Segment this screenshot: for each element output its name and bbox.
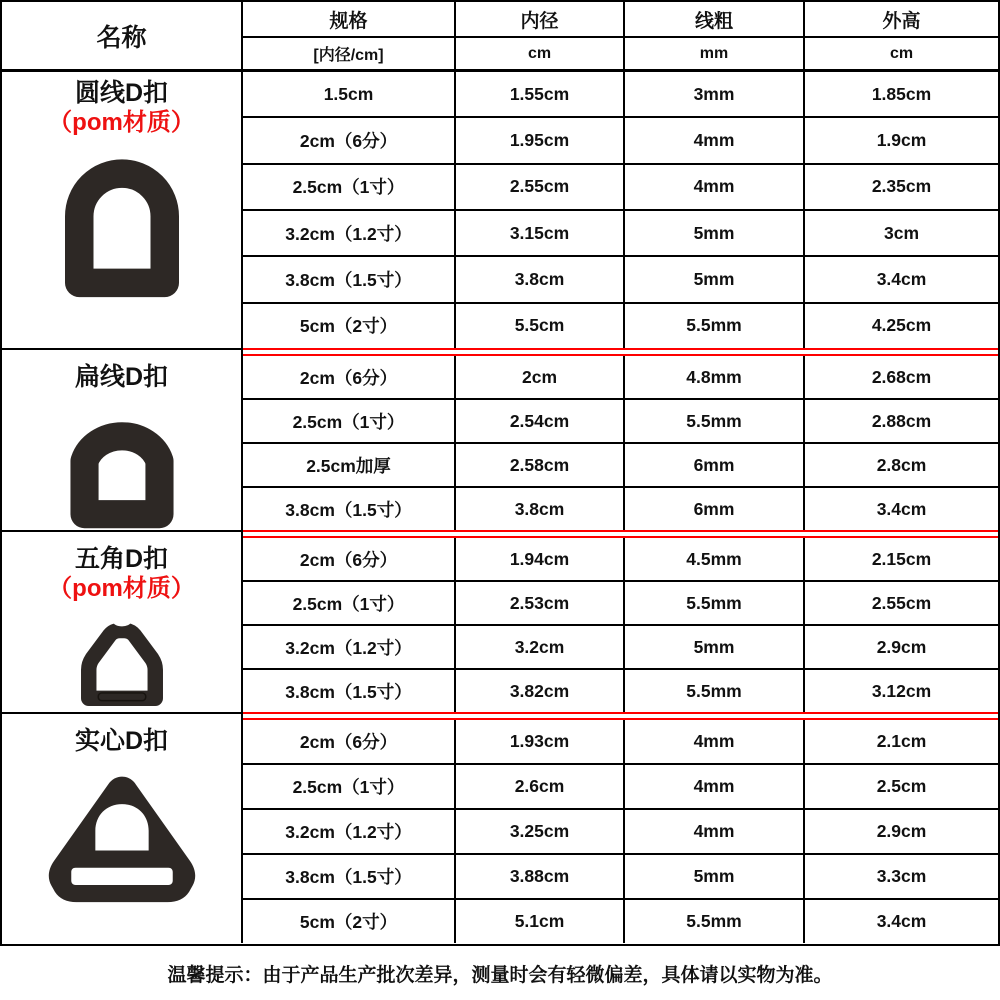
inner-diameter-cell: 2cm	[456, 356, 625, 398]
spec-rows	[243, 356, 998, 530]
inner-diameter-cell: 3.25cm	[456, 810, 625, 853]
inner-diameter-cell: 1.94cm	[456, 538, 625, 580]
product-cell	[2, 356, 243, 530]
wire-thickness-cell: 4mm	[625, 118, 805, 162]
product-cell	[2, 72, 243, 348]
header-col-spec	[243, 2, 456, 69]
outer-height-cell: 2.9cm	[876, 636, 927, 657]
product-cell	[2, 720, 243, 943]
inner-diameter-cell: 3.8cm	[456, 257, 625, 301]
footer-note-area	[0, 946, 1000, 1000]
product-name: 实心D扣	[74, 727, 169, 755]
wire-thickness-cell: 4mm	[625, 720, 805, 763]
table-row	[243, 304, 998, 348]
spec-rows	[243, 72, 998, 348]
table-row	[243, 444, 998, 488]
outer-height-cell: 1.85cm	[871, 83, 932, 104]
spec-size-cell: 2.5cm（1寸）	[243, 400, 456, 442]
wire-thickness-cell: 5.5mm	[625, 582, 805, 624]
spec-size-cell: 2.5cm（1寸）	[243, 765, 456, 808]
pentagon-d-ring-image	[59, 608, 185, 712]
table-row	[243, 488, 998, 530]
inner-diameter-cell: 5.5cm	[456, 304, 625, 348]
header-col-outer-height	[805, 2, 998, 69]
wire-thickness-cell: 4.5mm	[625, 538, 805, 580]
wire-thickness-cell: 5mm	[625, 855, 805, 898]
table-row	[243, 165, 998, 211]
table-row	[243, 356, 998, 400]
product-name: 五角D扣	[74, 545, 169, 573]
wire-thickness-cell: 6mm	[625, 444, 805, 486]
separator-name-spacer	[2, 530, 243, 538]
spec-size-cell: 3.2cm（1.2寸）	[243, 810, 456, 853]
product-group-round-wire-d-ring	[2, 72, 998, 348]
header-wire-thickness-title: 线粗	[625, 2, 803, 38]
inner-diameter-cell: 2.6cm	[456, 765, 625, 808]
table-row	[243, 257, 998, 303]
outer-height-cell: 2.88cm	[871, 410, 932, 431]
header-name: 名称	[2, 2, 243, 69]
spec-size-cell: 1.5cm	[243, 72, 456, 116]
spec-size-cell: 3.2cm（1.2寸）	[243, 626, 456, 668]
outer-height-cell: 3.4cm	[876, 911, 927, 931]
outer-height-cell: 4.25cm	[871, 315, 932, 336]
group-separator	[2, 530, 998, 538]
outer-height-cell: 2.15cm	[871, 548, 932, 569]
spec-size-cell: 5cm（2寸）	[243, 304, 456, 348]
spec-size-cell: 3.2cm（1.2寸）	[243, 211, 456, 255]
product-name: 圆线D扣	[74, 79, 169, 107]
spec-size-cell: 2cm（6分）	[243, 538, 456, 580]
red-divider-line	[243, 348, 998, 356]
table-row	[243, 582, 998, 626]
spec-size-cell: 3.8cm（1.5寸）	[243, 488, 456, 530]
wire-thickness-cell: 5.5mm	[625, 400, 805, 442]
table-row	[243, 810, 998, 855]
inner-diameter-cell: 2.53cm	[456, 582, 625, 624]
footer-note: 温馨提示：由于产品生产批次差异，测量时会有轻微偏差，具体请以实物为准。	[167, 964, 833, 986]
group-separator	[2, 712, 998, 720]
header-inner-diameter-unit: cm	[527, 44, 552, 62]
spec-rows	[243, 720, 998, 943]
inner-diameter-cell: 3.82cm	[456, 670, 625, 712]
header-outer-height-unit: cm	[889, 44, 914, 62]
inner-diameter-cell: 2.55cm	[456, 165, 625, 209]
spec-size-cell: 2cm（6分）	[243, 720, 456, 763]
table-header	[2, 2, 998, 72]
product-material: （pom材质）	[48, 575, 195, 603]
header-col-inner-diameter	[456, 2, 625, 69]
table-row	[243, 720, 998, 765]
table-row	[243, 211, 998, 257]
separator-name-spacer	[2, 712, 243, 720]
outer-height-cell: 2.8cm	[876, 454, 927, 475]
outer-height-cell: 3.3cm	[876, 866, 927, 886]
table-row	[243, 118, 998, 164]
inner-diameter-cell: 3.8cm	[456, 488, 625, 530]
outer-height-cell: 3.4cm	[876, 498, 927, 519]
wire-thickness-cell: 6mm	[625, 488, 805, 530]
inner-diameter-cell: 1.55cm	[456, 72, 625, 116]
header-spec-title: 规格	[243, 2, 454, 38]
wire-thickness-cell: 5.5mm	[625, 304, 805, 348]
wire-thickness-cell: 5.5mm	[625, 670, 805, 712]
spec-size-cell: 3.8cm（1.5寸）	[243, 855, 456, 898]
table-row	[243, 400, 998, 444]
red-divider-line	[243, 712, 998, 720]
wire-thickness-cell: 3mm	[625, 72, 805, 116]
outer-height-cell: 2.5cm	[876, 776, 927, 796]
spec-size-cell: 3.8cm（1.5寸）	[243, 257, 456, 301]
wire-thickness-cell: 4mm	[625, 810, 805, 853]
outer-height-cell: 2.1cm	[876, 731, 927, 751]
solid-triangle-d-ring-image	[36, 761, 208, 916]
inner-diameter-cell: 3.15cm	[456, 211, 625, 255]
inner-diameter-cell: 1.95cm	[456, 118, 625, 162]
header-inner-diameter-title: 内径	[456, 2, 623, 38]
table-row	[243, 765, 998, 810]
outer-height-cell: 1.9cm	[876, 129, 927, 150]
wire-thickness-cell: 5.5mm	[625, 900, 805, 943]
spec-size-cell: 3.8cm（1.5寸）	[243, 670, 456, 712]
group-separator	[2, 348, 998, 356]
product-group-solid-d-ring	[2, 720, 998, 943]
wire-thickness-cell: 5mm	[625, 211, 805, 255]
spec-size-cell: 2.5cm（1寸）	[243, 582, 456, 624]
separator-name-spacer	[2, 348, 243, 356]
outer-height-cell: 3.4cm	[876, 268, 927, 289]
inner-diameter-cell: 3.2cm	[456, 626, 625, 668]
outer-height-cell: 2.35cm	[871, 176, 932, 197]
spec-size-cell: 5cm（2寸）	[243, 900, 456, 943]
header-spec-sub: [内径/cm]	[313, 47, 384, 64]
inner-diameter-cell: 1.93cm	[456, 720, 625, 763]
table-row	[243, 72, 998, 118]
product-group-pentagon-d-ring	[2, 538, 998, 712]
table-row	[243, 855, 998, 900]
outer-height-cell: 3.12cm	[871, 680, 932, 701]
table-row	[243, 626, 998, 670]
inner-diameter-cell: 5.1cm	[456, 900, 625, 943]
table-row	[243, 670, 998, 712]
spec-size-cell: 2.5cm（1寸）	[243, 165, 456, 209]
wire-thickness-cell: 4mm	[625, 165, 805, 209]
wire-thickness-cell: 5mm	[625, 257, 805, 301]
table-row	[243, 538, 998, 582]
product-name: 扁线D扣	[74, 363, 169, 391]
spec-size-cell: 2cm（6分）	[243, 356, 456, 398]
outer-height-cell: 2.68cm	[871, 366, 932, 387]
outer-height-cell: 2.9cm	[876, 821, 927, 841]
inner-diameter-cell: 3.88cm	[456, 855, 625, 898]
inner-diameter-cell: 2.58cm	[456, 444, 625, 486]
outer-height-cell: 2.55cm	[871, 592, 932, 613]
product-group-flat-wire-d-ring	[2, 356, 998, 530]
spec-size-cell: 2.5cm加厚	[243, 444, 456, 486]
inner-diameter-cell: 2.54cm	[456, 400, 625, 442]
table-row	[243, 900, 998, 943]
spec-rows	[243, 538, 998, 712]
wire-thickness-cell: 4mm	[625, 765, 805, 808]
wire-thickness-cell: 4.8mm	[625, 356, 805, 398]
product-material: （pom材质）	[48, 109, 195, 137]
header-col-wire-thickness	[625, 2, 805, 69]
wire-thickness-cell: 5mm	[625, 626, 805, 668]
flat-wire-d-ring-image	[43, 397, 201, 530]
product-cell	[2, 538, 243, 712]
red-divider-line	[243, 530, 998, 538]
round-wire-d-ring-image	[27, 142, 217, 304]
outer-height-cell: 3cm	[883, 222, 920, 243]
header-wire-thickness-unit: mm	[699, 44, 729, 62]
header-outer-height-title: 外高	[805, 2, 998, 38]
spec-size-cell: 2cm（6分）	[243, 118, 456, 162]
